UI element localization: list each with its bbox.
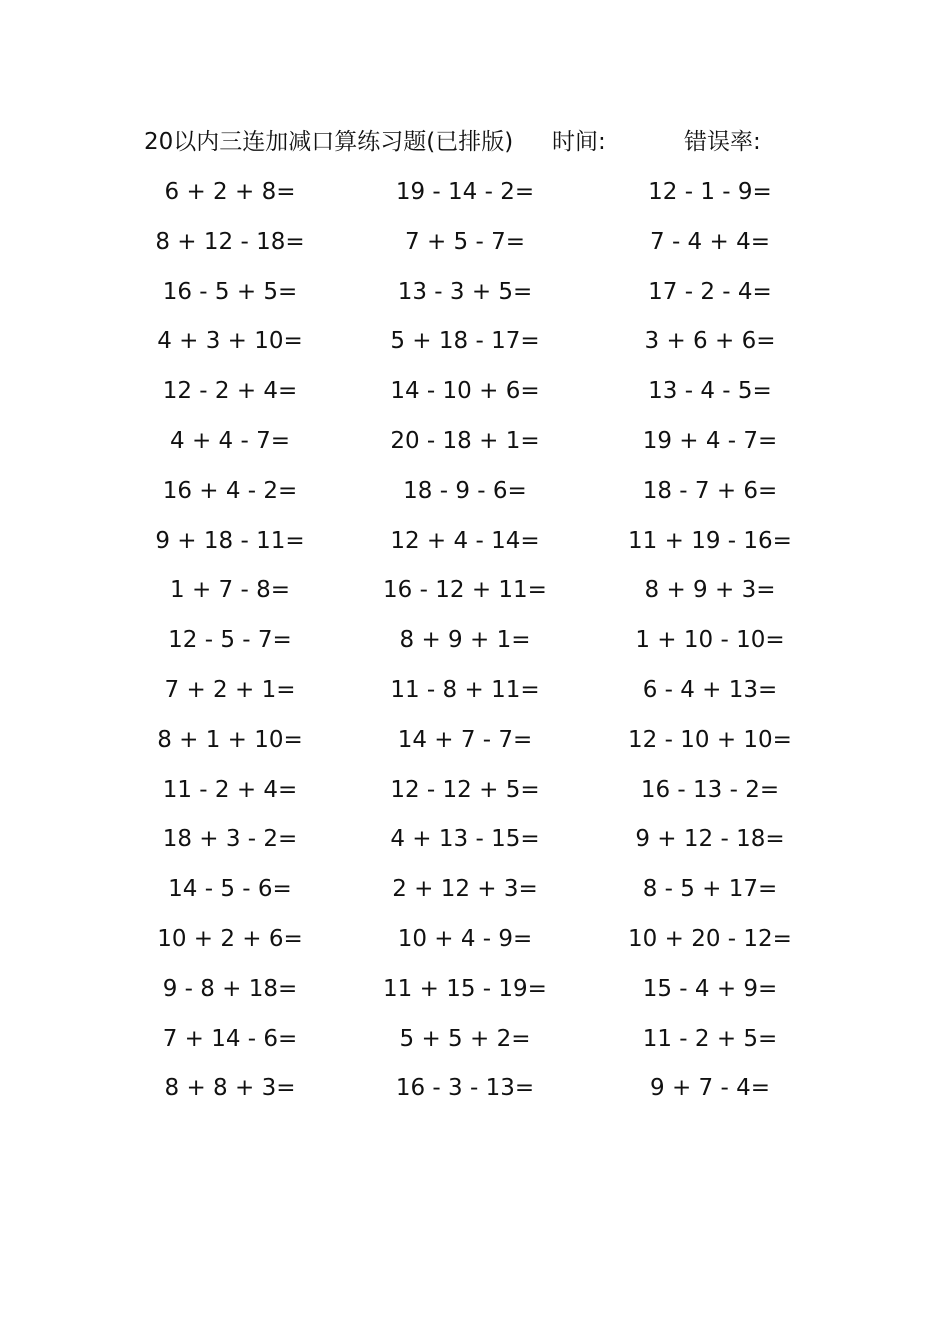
math-problem: 2 + 12 + 3= — [392, 876, 538, 903]
math-problem: 18 - 7 + 6= — [642, 477, 778, 504]
problem-row — [0, 1068, 950, 1118]
problem-row — [0, 819, 950, 869]
math-problem: 12 - 10 + 10= — [628, 726, 792, 753]
math-problem: 20 - 18 + 1= — [390, 427, 540, 454]
math-problem: 8 + 8 + 3= — [164, 1075, 296, 1102]
math-problem: 16 - 12 + 11= — [383, 577, 547, 604]
math-problem: 12 + 4 - 14= — [390, 527, 540, 554]
math-problem: 15 - 4 + 9= — [642, 975, 778, 1002]
problem-row — [0, 272, 950, 322]
math-problem: 9 + 18 - 11= — [155, 527, 305, 554]
math-problem: 16 - 5 + 5= — [162, 278, 298, 305]
math-problem: 13 - 4 - 5= — [648, 378, 772, 405]
problem-row — [0, 969, 950, 1019]
math-problem: 11 + 19 - 16= — [628, 527, 792, 554]
math-problem: 12 - 1 - 9= — [648, 179, 772, 205]
problem-row — [0, 770, 950, 820]
math-problem: 4 + 13 - 15= — [390, 826, 540, 853]
math-problem: 8 + 12 - 18= — [155, 228, 305, 255]
math-problem: 17 - 2 - 4= — [648, 278, 772, 305]
math-problem: 7 - 4 + 4= — [650, 228, 770, 255]
math-problem: 5 + 5 + 2= — [399, 1025, 531, 1052]
problem-row — [0, 1019, 950, 1069]
math-problem: 19 + 4 - 7= — [642, 427, 778, 454]
math-problem: 19 - 14 - 2= — [395, 179, 535, 205]
math-problem: 18 + 3 - 2= — [162, 826, 298, 853]
math-problem: 7 + 2 + 1= — [164, 676, 296, 703]
problem-row — [0, 521, 950, 571]
math-problem: 1 + 10 - 10= — [635, 627, 785, 654]
math-problem: 10 + 4 - 9= — [397, 925, 533, 952]
problem-row — [0, 570, 950, 620]
worksheet-title: 20以内三连加减口算练习题(已排版) — [144, 129, 514, 155]
math-problem: 10 + 2 + 6= — [157, 925, 303, 952]
math-problem: 14 - 10 + 6= — [390, 378, 540, 405]
problem-row — [0, 421, 950, 471]
math-problem: 16 + 4 - 2= — [162, 477, 298, 504]
math-problem: 9 + 12 - 18= — [635, 826, 785, 853]
math-problem: 16 - 13 - 2= — [640, 776, 780, 803]
problem-row — [0, 222, 950, 272]
math-problem: 14 - 5 - 6= — [168, 876, 292, 903]
math-problem: 1 + 7 - 8= — [170, 577, 290, 604]
math-problem: 4 + 3 + 10= — [157, 328, 303, 355]
math-problem: 9 + 7 - 4= — [650, 1075, 770, 1102]
math-problem: 8 + 9 + 3= — [644, 577, 776, 604]
math-problem: 11 - 2 + 4= — [162, 776, 298, 803]
math-problem: 13 - 3 + 5= — [397, 278, 533, 305]
problem-row — [0, 172, 950, 222]
problem-row — [0, 670, 950, 720]
math-problem: 12 - 12 + 5= — [390, 776, 540, 803]
math-problem: 16 - 3 - 13= — [395, 1075, 535, 1102]
math-problem: 8 - 5 + 17= — [642, 876, 778, 903]
math-problem: 7 + 14 - 6= — [162, 1025, 298, 1052]
worksheet-header — [0, 122, 950, 162]
problem-row — [0, 919, 950, 969]
math-problem: 11 + 15 - 19= — [383, 975, 547, 1002]
problem-row — [0, 720, 950, 770]
math-problem: 6 + 2 + 8= — [164, 179, 296, 205]
problem-row — [0, 371, 950, 421]
time-label: 时间: — [552, 129, 606, 155]
math-problem: 12 - 2 + 4= — [162, 378, 298, 405]
problem-row — [0, 620, 950, 670]
math-problem: 9 - 8 + 18= — [162, 975, 298, 1002]
problem-row — [0, 471, 950, 521]
math-problem: 11 - 2 + 5= — [642, 1025, 778, 1052]
math-problem: 14 + 7 - 7= — [397, 726, 533, 753]
math-problem: 4 + 4 - 7= — [170, 427, 290, 454]
problem-row — [0, 869, 950, 919]
math-problem: 8 + 1 + 10= — [157, 726, 303, 753]
math-problem: 3 + 6 + 6= — [644, 328, 776, 355]
math-problem: 18 - 9 - 6= — [403, 477, 527, 504]
math-problem: 7 + 5 - 7= — [405, 228, 525, 255]
math-problem: 12 - 5 - 7= — [168, 627, 292, 654]
math-problem: 8 + 9 + 1= — [399, 627, 531, 654]
problem-grid — [0, 172, 950, 1118]
math-problem: 5 + 18 - 17= — [390, 328, 540, 355]
error-rate-label: 错误率: — [684, 129, 761, 155]
math-problem: 10 + 20 - 12= — [628, 925, 792, 952]
math-problem: 11 - 8 + 11= — [390, 676, 540, 703]
problem-row — [0, 321, 950, 371]
math-problem: 6 - 4 + 13= — [642, 676, 778, 703]
